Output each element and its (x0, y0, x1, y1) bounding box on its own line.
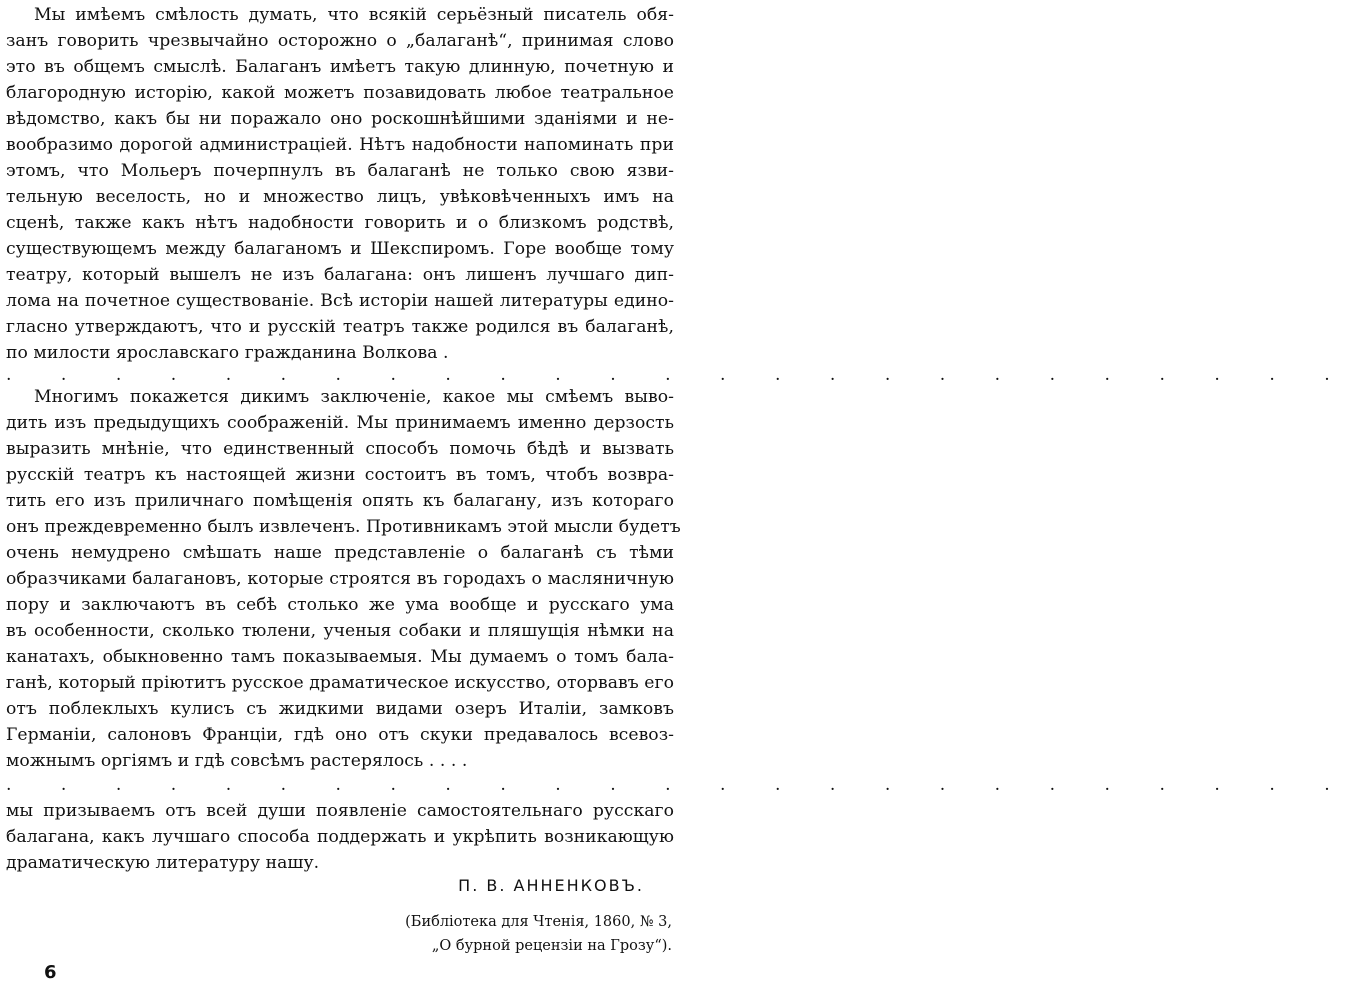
p2-line: можнымъ оргіямъ и гдѣ совсѣмъ растерялось . . . . (6, 751, 468, 771)
p2-line: ганѣ, который пріютитъ русское драматическое искусство, оторвавъ его (6, 673, 674, 693)
p1-line: тельную веселость, но и множество лицъ, увѣковѣченныхъ имъ на (6, 187, 674, 207)
p2-line: онъ преждевременно былъ извлеченъ. Противникамъ этой мысли будетъ (6, 517, 681, 537)
p2-line: канатахъ, обыкновенно тамъ показываемыя. Мы думаемъ о томъ бала- (6, 647, 674, 667)
p2-line: Германіи, салоновъ Франціи, гдѣ оно отъ скуки предавалось всевоз- (6, 725, 674, 745)
p2-line: образчиками балагановъ, которые строятся въ городахъ о масляничную (6, 569, 674, 589)
p1-line: Мы имѣемъ смѣлость думать, что всякій серьёзный писатель обя- (34, 5, 674, 25)
p1-line: этомъ, что Мольеръ почерпнулъ въ балаганѣ не только свою язви- (6, 161, 674, 181)
p1-line: вообразимо дорогой администраціей. Нѣтъ надобности напоминать при (6, 135, 674, 155)
p1-line: лома на почетное существованіе. Всѣ исторіи нашей литературы едино- (6, 291, 674, 311)
p1-line: это въ общемъ смыслѣ. Балаганъ имѣетъ такую длинную, почетную и (6, 57, 674, 77)
author-signature: П. В. АННЕНКОВЪ. (458, 876, 644, 895)
page-number: 6 (44, 962, 57, 983)
p2-line: дить изъ предыдущихъ соображеній. Мы принимаемъ именно дерзость (6, 413, 674, 433)
p1-line: театру, который вышелъ не изъ балагана: онъ лишенъ лучшаго дип- (6, 265, 674, 285)
p2-line: отъ поблеклыхъ кулисъ съ жидкими видами озеръ Италіи, замковъ (6, 699, 674, 719)
p1-line: гласно утверждаютъ, что и русскій театръ также родился въ балаганѣ, (6, 317, 674, 337)
p1-line: существующемъ между балаганомъ и Шекспиромъ. Горе вообще тому (6, 239, 674, 259)
p1-line: благородную исторію, какой можетъ позавидовать любое театральное (6, 83, 674, 103)
source-citation-line: (Библіотека для Чтенія, 1860, № 3, (405, 914, 672, 930)
ellipsis-divider: . . . . . . . . . . . . . . . . . . . . . . . . . (6, 775, 1352, 795)
p1-line: сценѣ, также какъ нѣтъ надобности говорить и о близкомъ родствѣ, (6, 213, 674, 233)
p3-line: мы призываемъ отъ всей души появленіе самостоятельнаго русскаго (6, 801, 674, 821)
p2-line: очень немудрено смѣшать наше представленіе о балаганѣ съ тѣми (6, 543, 674, 563)
p1-line: по милости ярославскаго гражданина Волкова . (6, 343, 449, 363)
p3-line: драматическую литературу нашу. (6, 853, 320, 873)
p2-line: Многимъ покажется дикимъ заключеніе, какое мы смѣемъ выво- (34, 387, 674, 407)
source-citation-line: „О бурной рецензіи на Грозу“). (431, 938, 672, 954)
p1-line: занъ говорить чрезвычайно осторожно о „балаганѣ“, принимая слово (6, 31, 674, 51)
p2-line: тить его изъ приличнаго помѣщенія опять къ балагану, изъ котораго (6, 491, 674, 511)
p2-line: выразить мнѣніе, что единственный способъ помочь бѣдѣ и вызвать (6, 439, 674, 459)
p2-line: въ особенности, сколько тюлени, ученыя собаки и пляшущія нѣмки на (6, 621, 674, 641)
ellipsis-divider: . . . . . . . . . . . . . . . . . . . . . . . . . (6, 365, 1352, 385)
p1-line: вѣдомство, какъ бы ни поражало оно роскошнѣйшими зданіями и не- (6, 109, 674, 129)
p3-line: балагана, какъ лучшаго способа поддержать и укрѣпить возникающую (6, 827, 674, 847)
p2-line: русскій театръ къ настоящей жизни состоитъ въ томъ, чтобъ возвра- (6, 465, 674, 485)
p2-line: пору и заключаютъ въ себѣ столько же ума вообще и русскаго ума (6, 595, 674, 615)
